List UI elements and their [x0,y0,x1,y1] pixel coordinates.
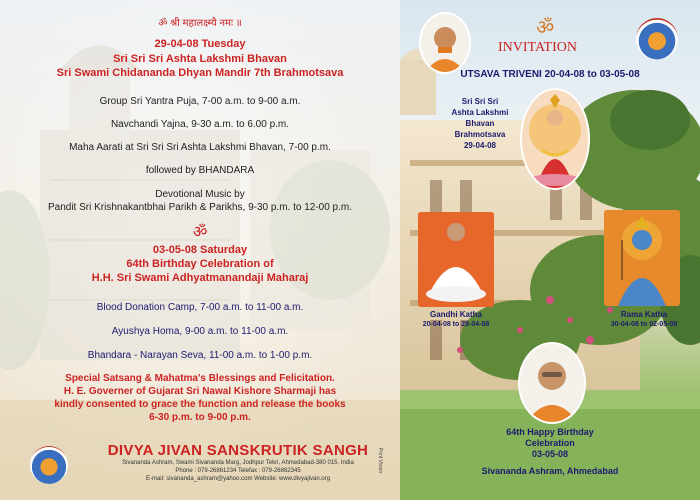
event1-music-line-1: Devotional Music by [155,189,245,200]
event1-item: followed by BHANDARA [145,165,255,176]
gandhi-caption-line: 20-04-08 to 28-04-08 [422,321,490,328]
rama-caption-line: Rama Katha [620,310,668,319]
utsava-triveni-title: UTSAVA TRIVENI 20-04-08 to 03-05-08 [460,69,640,80]
lakshmi-caption-line: Ashta Lakshmi [451,108,509,117]
om-icon: ॐ [192,224,208,241]
event2-item: Bhandara - Narayan Seva, 11-00 a.m. to 1-00 p.m. [87,350,313,361]
event2-title-1: 64th Birthday Celebration of [126,258,274,270]
event1-item: Maha Aarati at Sri Sri Sri Ashta Lakshmi Bhavan, 7-00 p.m. [69,142,331,153]
event1-title-2: Sri Swami Chidananda Dhyan Mandir 7th Brahmotsava [56,67,344,79]
event1-item: Navchandi Yajna, 9-30 a.m. to 6.00 p.m. [110,119,290,130]
event1-music-line-2: Pandit Sri Krishnakantbhai Parikh & Parikhs, 9-30 p.m. to 12-00 p.m. [47,202,353,213]
lakshmi-caption-line: 29-04-08 [463,141,497,150]
event2-special-line-2: H. E. Governer of Gujarat Sri Nawal Kishore Sharmaji has [63,386,337,397]
organization-address [78,459,398,483]
invocation-text: ॐ श्री महालक्ष्म्यै नमः ॥ [158,18,242,29]
organization-name: DIVYA JIVAN SANSKRUTIK SANGH [107,442,369,459]
event2-item: Blood Donation Camp, 7-00 a.m. to 11-00 a.m. [96,302,304,313]
sangh-logo-icon [636,18,678,60]
swami-portrait-birthday [518,342,586,424]
sangh-logo-icon [30,446,68,484]
address-line: Sivananda Ashram, Swami Sivananda Marg, Jodhpur Tekri, Ahmedabad-380 015, India [122,460,354,466]
event1-date: 29-04-08 Tuesday [154,38,246,50]
rama-caption [590,310,698,330]
event2-title-2: H.H. Sri Swami Adhyatmanandaji Maharaj [91,272,309,284]
event1-title-1: Sri Sri Sri Ashta Lakshmi Bhavan [113,53,287,65]
birthday-caption-line: 03-05-08 [531,449,569,459]
gandhi-caption [402,310,510,330]
lakshmi-image [520,88,590,190]
lakshmi-caption-line: Brahmotsava [454,130,506,139]
event2-date: 03-05-08 Saturday [152,244,248,256]
lakshmi-caption [440,96,520,151]
event2-special-line-4: 6-30 p.m. to 9-00 p.m. [149,412,251,423]
om-icon: ॐ [536,17,555,39]
print-credit: Print Vision [377,448,383,474]
rama-image [604,210,680,306]
email-website-line: E-mail: sivananda_ashram@yahoo.com Website: www.divyajivan.org [145,476,331,482]
lakshmi-caption-line: Bhavan [465,119,495,128]
event2-special-line-3: kindly consented to grace the function and release the books [54,399,346,410]
gandhi-image [418,212,494,307]
event1-item: Group Sri Yantra Puja, 7-00 a.m. to 9-00 a.m. [99,96,301,107]
birthday-caption-line: Celebration [525,438,575,448]
birthday-caption-line: 64th Happy Birthday [506,427,594,437]
event2-special-line-1: Special Satsang & Mahatma's Blessings and Felicitation. [65,373,335,384]
phone-line: Phone : 079-26861234 Telefax : 079-26862345 [175,468,301,474]
location-text: Sivananda Ashram, Ahmedabad [481,466,619,476]
invitation-heading: INVITATION [498,40,577,55]
lakshmi-caption-line: Sri Sri Sri [461,97,499,106]
swami-portrait-top [419,12,471,74]
event2-item: Ayushya Homa, 9-00 a.m. to 11-00 a.m. [111,326,289,337]
gandhi-caption-line: Gandhi Katha [429,310,482,319]
birthday-caption [480,427,620,460]
rama-caption-line: 30-04-08 to 02-05-08 [610,321,678,328]
right-panel [400,0,700,500]
